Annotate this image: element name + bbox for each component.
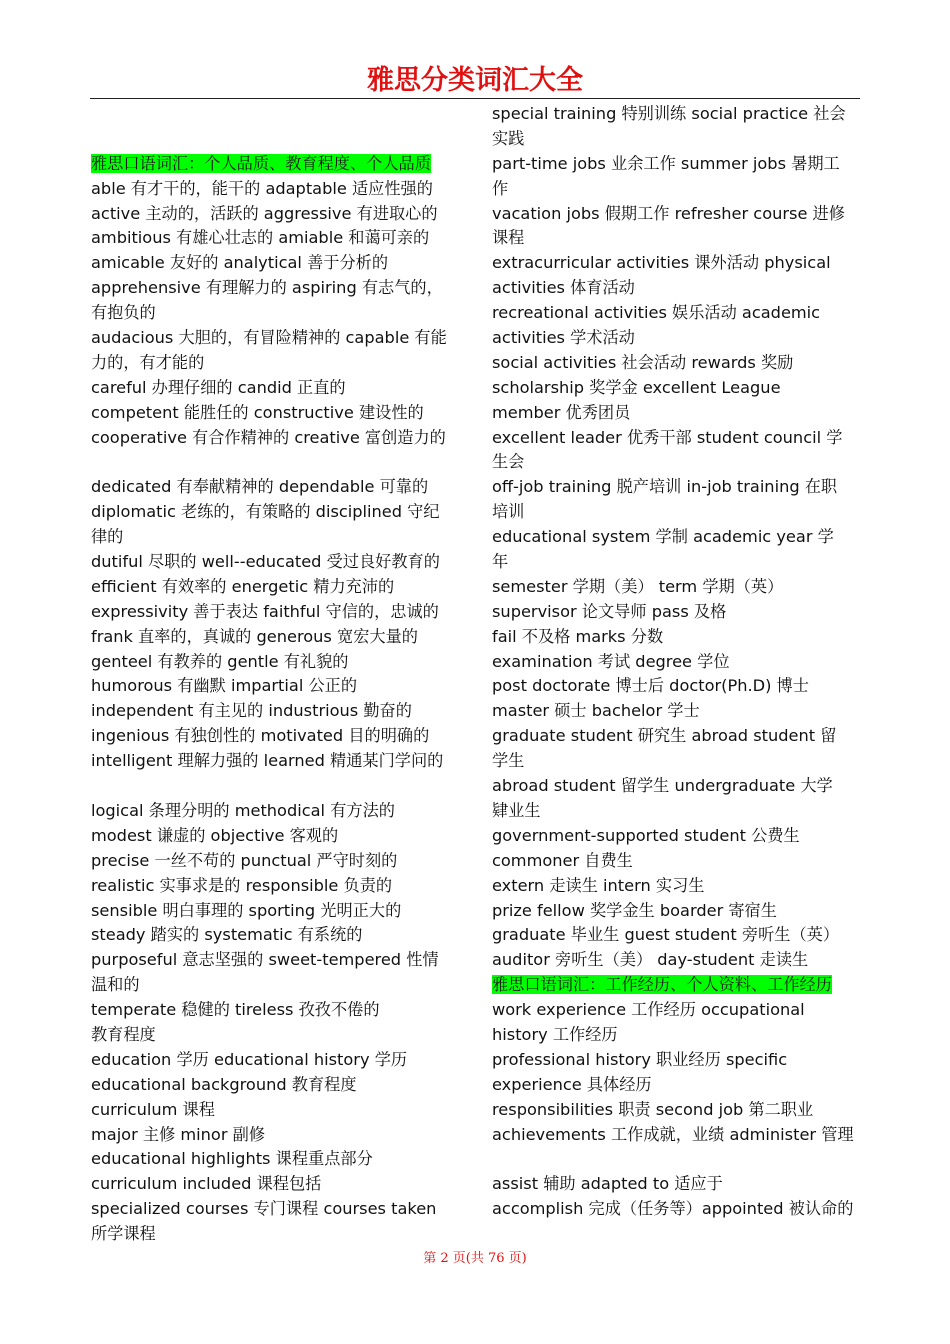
vocab-line: humorous 有幽默 impartial 公正的 (91, 676, 358, 696)
vocab-line: educational highlights 课程重点部分 (91, 1149, 373, 1169)
vocab-line: curriculum 课程 (91, 1099, 215, 1119)
vocab-line: able 有才干的，能干的 adaptable 适应性强的 (91, 178, 433, 198)
vocab-line: educational background 教育程度 (91, 1074, 357, 1094)
vocab-line: apprehensive 有理解力的 aspiring 有志气的， (91, 278, 443, 298)
vocab-line: 课程 (492, 228, 525, 248)
vocab-line: efficient 有效率的 energetic 精力充沛的 (91, 576, 395, 596)
vocab-line: graduate student 研究生 abroad student 留 (492, 726, 837, 746)
vocab-line: abroad student 留学生 undergraduate 大学 (492, 776, 833, 796)
vocab-line: ambitious 有雄心壮志的 amiable 和蔼可亲的 (91, 228, 430, 248)
vocab-line: achievements 工作成就，业绩 administer 管理 (492, 1124, 854, 1144)
section-heading-work-experience (492, 973, 860, 998)
vocab-line: vacation jobs 假期工作 refresher course 进修 (492, 203, 845, 223)
vocab-line: part-time jobs 业余工作 summer jobs 暑期工 (492, 153, 840, 173)
vocab-line: amicable 友好的 analytical 善于分析的 (91, 253, 389, 273)
vocab-line: government-supported student 公费生 (492, 825, 800, 845)
vocab-line: dutiful 尽职的 well--educated 受过良好教育的 (91, 552, 440, 572)
vocab-line: experience 具体经历 (492, 1074, 652, 1094)
vocab-line: recreational activities 娱乐活动 academic (492, 303, 821, 323)
highlighted-heading: 雅思口语词汇：个人品质、教育程度、个人品质 (91, 153, 431, 173)
vocab-line: member 优秀团员 (492, 402, 631, 422)
vocab-line: dedicated 有奉献精神的 dependable 可靠的 (91, 477, 429, 497)
vocab-line: realistic 实事求是的 responsible 负责的 (91, 875, 393, 895)
vocab-line: graduate 毕业生 guest student 旁听生（英） (492, 925, 840, 945)
vocab-line: 培训 (492, 502, 525, 522)
vocab-line: ingenious 有独创性的 motivated 目的明确的 (91, 726, 430, 746)
vocab-line: independent 有主见的 industrious 勤奋的 (91, 701, 412, 721)
title-divider (90, 98, 860, 99)
vocab-line: educational system 学制 academic year 学 (492, 527, 834, 547)
vocab-line: activities 学术活动 (492, 328, 635, 348)
subsection-heading-education: 教育程度 (91, 1024, 156, 1044)
vocab-line: frank 直率的，真诚的 generous 宽宏大量的 (91, 626, 418, 646)
vocab-line: assist 辅助 adapted to 适应于 (492, 1174, 723, 1194)
highlighted-heading: 雅思口语词汇：工作经历、个人资料、工作经历 (492, 975, 832, 995)
vocab-line: temperate 稳健的 tireless 孜孜不倦的 (91, 1000, 380, 1020)
vocab-line: expressivity 善于表达 faithful 守信的，忠诚的 (91, 601, 439, 621)
vocab-line: social activities 社会活动 rewards 奖励 (492, 352, 794, 372)
vocab-line: master 硕士 bachelor 学士 (492, 701, 700, 721)
vocab-line: scholarship 奖学金 excellent League (492, 377, 781, 397)
vocab-line: 肄业生 (492, 800, 541, 820)
vocab-line: examination 考试 degree 学位 (492, 651, 730, 671)
vocab-line: 作 (492, 178, 509, 198)
vocab-line: specialized courses 专门课程 courses taken (91, 1199, 437, 1219)
vocab-line: history 工作经历 (492, 1024, 618, 1044)
vocab-line: 律的 (91, 527, 124, 547)
vocab-line: logical 条理分明的 methodical 有方法的 (91, 800, 395, 820)
vocab-line: 有抱负的 (91, 303, 156, 323)
blank-line (91, 774, 463, 799)
vocab-line: careful 办理仔细的 candid 正直的 (91, 377, 346, 397)
vocab-line: 所学课程 (91, 1224, 156, 1244)
vocab-line: excellent leader 优秀干部 student council 学 (492, 427, 843, 447)
left-column (91, 102, 463, 1247)
page-number-footer: 第 2 页(共 76 页) (423, 1251, 527, 1266)
vocab-line: curriculum included 课程包括 (91, 1174, 322, 1194)
vocab-line: post doctorate 博士后 doctor(Ph.D) 博士 (492, 676, 809, 696)
vocab-line: active 主动的，活跃的 aggressive 有进取心的 (91, 203, 438, 223)
blank-line (492, 1147, 860, 1172)
vocab-line: responsibilities 职责 second job 第二职业 (492, 1099, 814, 1119)
vocab-line: audacious 大胆的，有冒险精神的 capable 有能 (91, 328, 447, 348)
vocab-line: genteel 有教养的 gentle 有礼貌的 (91, 651, 349, 671)
blank-line (91, 102, 463, 127)
vocab-line: purposeful 意志坚强的 sweet-tempered 性情 (91, 950, 439, 970)
vocab-line: accomplish 完成（任务等）appointed 被认命的 (492, 1199, 854, 1219)
vocab-line: competent 能胜任的 constructive 建设性的 (91, 402, 424, 422)
page-title: 雅思分类词汇大全 (367, 65, 583, 96)
section-heading-personal-qualities (91, 152, 463, 177)
vocab-line: precise 一丝不苟的 punctual 严守时刻的 (91, 850, 398, 870)
vocab-line: modest 谦虚的 objective 客观的 (91, 825, 339, 845)
vocab-line: intelligent 理解力强的 learned 精通某门学问的 (91, 751, 444, 771)
blank-line (91, 450, 463, 475)
vocab-line: auditor 旁听生（美） day-student 走读生 (492, 950, 809, 970)
vocab-line: extern 走读生 intern 实习生 (492, 875, 705, 895)
vocab-line: 年 (492, 552, 509, 572)
vocab-line: 实践 (492, 128, 525, 148)
vocab-line: work experience 工作经历 occupational (492, 1000, 805, 1020)
vocab-line: commoner 自费生 (492, 850, 633, 870)
vocab-line: off-job training 脱产培训 in-job training 在职 (492, 477, 838, 497)
vocab-line: 生会 (492, 452, 525, 472)
vocab-line: 学生 (492, 751, 525, 771)
vocab-line: professional history 职业经历 specific (492, 1049, 788, 1069)
vocab-line: activities 体育活动 (492, 278, 635, 298)
vocab-line: cooperative 有合作精神的 creative 富创造力的 (91, 427, 446, 447)
vocab-line: major 主修 minor 副修 (91, 1124, 266, 1144)
vocab-line: supervisor 论文导师 pass 及格 (492, 601, 727, 621)
vocab-line: extracurricular activities 课外活动 physical (492, 253, 831, 273)
vocab-line: fail 不及格 marks 分数 (492, 626, 664, 646)
vocab-line: 温和的 (91, 975, 140, 995)
blank-line (91, 127, 463, 152)
vocab-line: prize fellow 奖学金生 boarder 寄宿生 (492, 900, 777, 920)
vocab-line: sensible 明白事理的 sporting 光明正大的 (91, 900, 402, 920)
vocab-line: 力的，有才能的 (91, 352, 205, 372)
vocab-line: education 学历 educational history 学历 (91, 1049, 408, 1069)
vocab-line: semester 学期（美） term 学期（英） (492, 576, 784, 596)
right-column (492, 102, 860, 1222)
vocab-line: steady 踏实的 systematic 有系统的 (91, 925, 363, 945)
vocab-line: diplomatic 老练的，有策略的 disciplined 守纪 (91, 502, 440, 522)
vocab-line: special training 特别训练 social practice 社会 (492, 104, 846, 123)
